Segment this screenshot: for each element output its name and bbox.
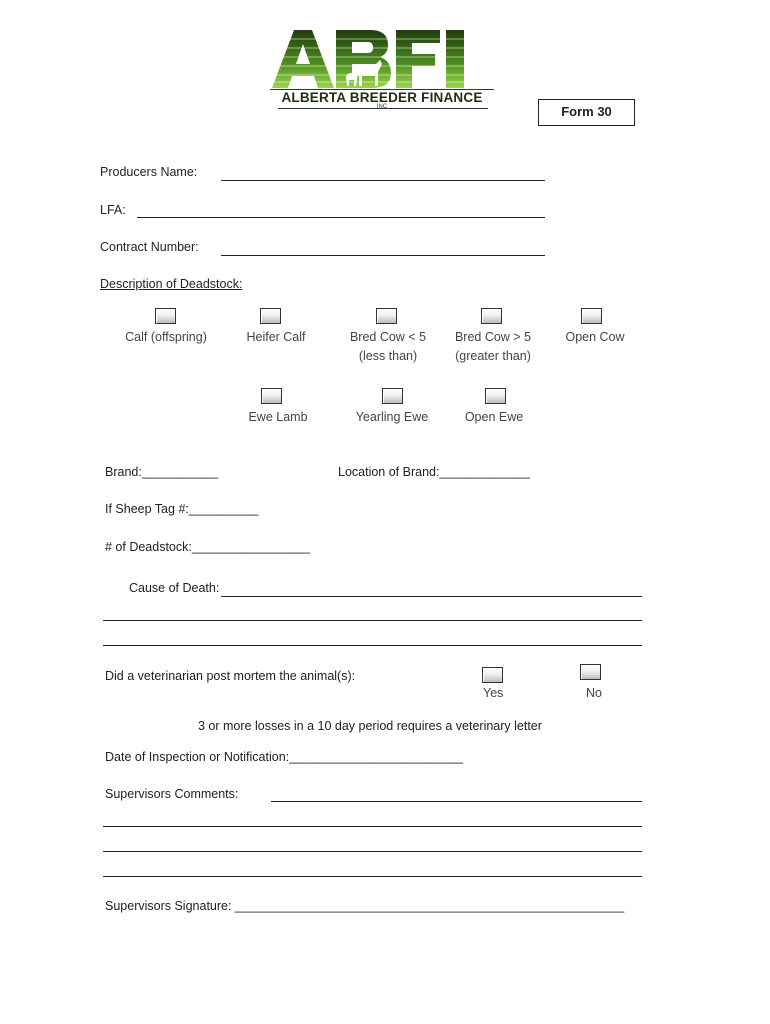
logo-letters-graphic [270, 28, 494, 90]
cause-of-death-line-1[interactable] [221, 596, 642, 597]
num-deadstock-field[interactable]: # of Deadstock:_________________ [105, 540, 311, 554]
supervisors-comments-line-2[interactable] [103, 826, 642, 827]
option-heifer-calf-label: Heifer Calf [246, 330, 306, 344]
checkbox-open-ewe[interactable] [485, 388, 506, 404]
sheep-tag-field[interactable]: If Sheep Tag #:__________ [105, 502, 259, 516]
option-bred-cow-less-label: Bred Cow < 5 (less than) [349, 330, 427, 363]
option-open-cow-label: Open Cow [565, 330, 625, 344]
producers-name-input[interactable] [221, 180, 545, 181]
cause-of-death-line-3[interactable] [103, 645, 642, 646]
producers-name-label: Producers Name: [100, 165, 198, 179]
supervisors-comments-line-4[interactable] [103, 876, 642, 877]
supervisors-comments-line-1[interactable] [271, 801, 642, 802]
option-calf-label: Calf (offspring) [125, 330, 207, 344]
option-open-ewe-label: Open Ewe [464, 410, 524, 424]
checkbox-yearling-ewe[interactable] [382, 388, 403, 404]
checkbox-open-cow[interactable] [581, 308, 602, 324]
vet-letter-note: 3 or more losses in a 10 day period requires a veterinary letter [198, 719, 542, 733]
checkbox-calf[interactable] [155, 308, 176, 324]
logo-company-suffix: INC [376, 104, 388, 110]
date-inspection-field[interactable]: Date of Inspection or Notification:_________________________ [105, 750, 463, 764]
supervisors-signature-field[interactable]: Supervisors Signature: ________________________________________________________ [105, 899, 625, 913]
vet-question-label: Did a veterinarian post mortem the animal(s): [105, 669, 356, 683]
lfa-label: LFA: [100, 203, 126, 217]
logo-underline [278, 108, 488, 109]
checkbox-vet-no[interactable] [580, 664, 601, 680]
checkbox-bred-cow-greater[interactable] [481, 308, 502, 324]
cause-of-death-line-2[interactable] [103, 620, 642, 621]
description-heading: Description of Deadstock: [100, 277, 243, 291]
checkbox-ewe-lamb[interactable] [261, 388, 282, 404]
brand-field[interactable]: Brand:___________ [105, 465, 219, 479]
supervisors-comments-line-3[interactable] [103, 851, 642, 852]
option-yearling-ewe-label: Yearling Ewe [355, 410, 429, 424]
contract-number-input[interactable] [221, 255, 545, 256]
option-bred-cow-greater-label: Bred Cow > 5 (greater than) [454, 330, 532, 363]
lfa-input[interactable] [137, 217, 545, 218]
form-number-box: Form 30 [538, 99, 635, 126]
contract-number-label: Contract Number: [100, 240, 199, 254]
location-of-brand-field[interactable]: Location of Brand:_____________ [338, 465, 530, 479]
vet-yes-label: Yes [483, 686, 504, 700]
checkbox-bred-cow-less[interactable] [376, 308, 397, 324]
checkbox-heifer-calf[interactable] [260, 308, 281, 324]
option-ewe-lamb-label: Ewe Lamb [248, 410, 308, 424]
supervisors-comments-label: Supervisors Comments: [105, 787, 239, 801]
vet-no-label: No [586, 686, 602, 700]
cause-of-death-label: Cause of Death: [129, 581, 220, 595]
logo-company-name: ALBERTA BREEDER FINANCE [281, 90, 483, 105]
checkbox-vet-yes[interactable] [482, 667, 503, 683]
